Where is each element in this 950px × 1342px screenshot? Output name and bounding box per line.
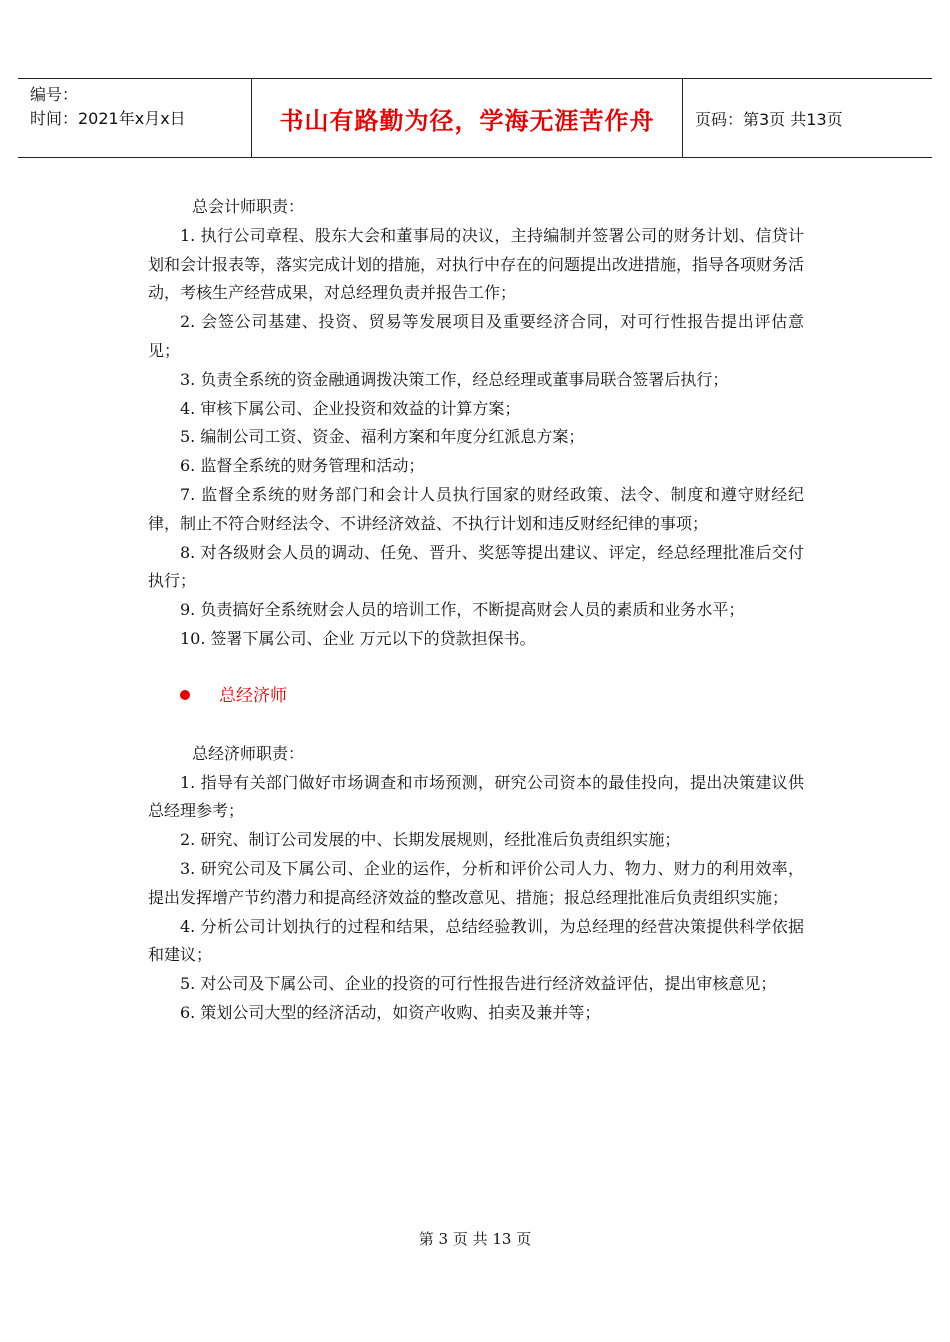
header-table: [18, 78, 932, 158]
economist-item-2: 2. 研究、制订公司发展的中、长期发展规则，经批准后负责组织实施；: [180, 830, 681, 850]
economist-item-6: 6. 策划公司大型的经济活动，如资产收购、拍卖及兼并等；: [180, 1002, 601, 1022]
accountant-item-9: 9. 负责搞好全系统财会人员的培训工作，不断提高财会人员的素质和业务水平；: [180, 600, 745, 620]
accountant-item-4: 4. 审核下属公司、企业投资和效益的计算方案；: [180, 398, 521, 418]
serial-label: 编号：: [30, 85, 79, 104]
accountant-item-2: 2. 会签公司基建、投资、贸易等发展项目及重要经济合同，对可行性报告提出评估意见；: [148, 312, 804, 360]
economist-heading: 总经济师职责：: [192, 743, 305, 763]
accountant-item-10: 10. 签署下属公司、企业 万元以下的贷款担保书。: [180, 628, 536, 648]
accountant-item-8: 8. 对各级财会人员的调动、任免、晋升、奖惩等提出建议、评定，经总经理批准后交付执行；: [148, 542, 804, 591]
accountant-item-3: 3. 负责全系统的资金融通调拨决策工作，经总经理或董事局联合签署后执行；: [180, 369, 729, 389]
section-economist: [148, 682, 804, 710]
document-body: [148, 193, 804, 1028]
accountant-item-1: 1. 执行公司章程、股东大会和董事局的决议，主持编制并签署公司的财务计划、信贷计划和会计报表等，落实完成计划的措施，对执行中存在的问题提出改进措施，指导各项财务活动，考核生产经营成果，对总经理负责并报告工作；: [148, 225, 805, 303]
accountant-item-7: 7. 监督全系统的财务部门和会计人员执行国家的财经政策、法令、制度和遵守财经纪律，制止不符合财经法令、不讲经济效益、不执行计划和违反财经纪律的事项；: [148, 484, 804, 533]
economist-item-1: 1. 指导有关部门做好市场调查和市场预测，研究公司资本的最佳投向，提出决策建议供总经理参考；: [148, 772, 804, 821]
economist-item-5: 5. 对公司及下属公司、企业的投资的可行性报告进行经济效益评估，提出审核意见；: [180, 974, 777, 994]
time-label: 时间：2021年x月x日: [30, 109, 186, 128]
accountant-heading: 总会计师职责：: [192, 197, 305, 216]
economist-item-4: 4. 分析公司计划执行的过程和结果，总结经验教训，为总经理的经营决策提供科学依据和建议；: [148, 916, 804, 965]
header-motto: 书山有路勤为径，学海无涯苦作舟: [252, 79, 683, 157]
bullet-icon: [180, 690, 190, 700]
header-page-info: 页码：第3页 共13页: [695, 109, 843, 129]
economist-item-3: 3. 研究公司及下属公司、企业的运作，分析和评价公司人力、物力、财力的利用效率，提出发挥增产节约潜力和提高经济效益的整改意见、措施；报总经理批准后负责组织实施；: [148, 858, 804, 907]
header-meta: [18, 79, 252, 157]
accountant-item-6: 6. 监督全系统的财务管理和活动；: [180, 456, 425, 476]
accountant-item-5: 5. 编制公司工资、资金、福利方案和年度分红派息方案；: [180, 427, 585, 447]
page-footer: 第 3 页 共 13 页: [418, 1230, 532, 1248]
section-title: 总经济师: [219, 685, 287, 706]
